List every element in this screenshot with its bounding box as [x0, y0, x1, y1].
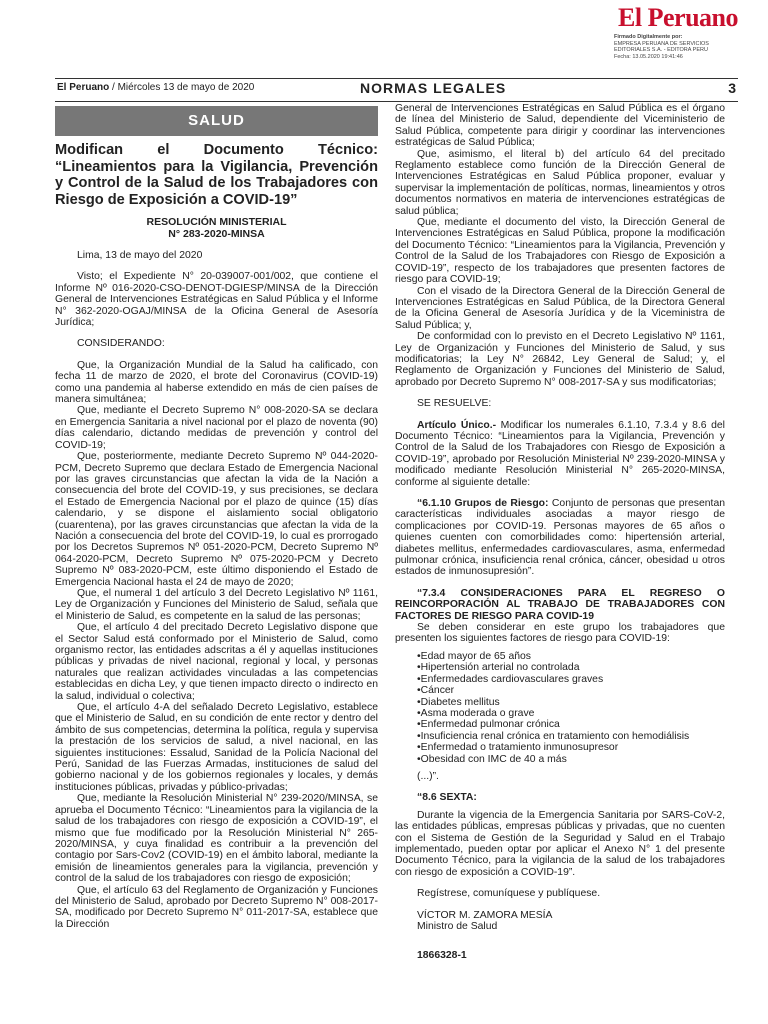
list-item: • Insuficiencia renal crónica en tratamiento con hemodiálisis	[417, 731, 725, 742]
signer-name: VÍCTOR M. ZAMORA MESÍA	[417, 909, 553, 921]
signature-line-2: EMPRESA PERUANA DE SERVICIOS	[614, 40, 709, 47]
paragraph: Que, mediante la Resolución Ministerial N° 239-2020/MINSA, se aprueba el Documento Técnico: “Lineamientos para la vigilancia de la salud de los trabajadores con riesgo de exposición a COVID-19”, el mismo que fue modificado por la Resolución Ministerial N° 265-2020/MINSA, y cuya finalidad es contribuir a la prevención del contagio por Sars-Cov2 (COVID-19) en el ámbito laboral, mediante la emisión de lineamientos generales para la vigilancia, prevención y control de la salud de los trabajadores con riesgo de exposición;	[55, 793, 378, 885]
header-brand: El Peruano	[57, 82, 110, 93]
list-item: • Edad mayor de 65 años	[417, 651, 725, 662]
column-left	[55, 106, 378, 930]
paragraph: Que, el artículo 63 del Reglamento de Organización y Funciones del Ministerio de Salud, aprobado por Decreto Supremo N° 008-2017-SA, modificado por Decreto Supremo N° 011-2017-SA, establece que la Dirección	[55, 884, 378, 930]
section-7-3-4-heading: “7.3.4 CONSIDERACIONES PARA EL REGRESO O REINCORPORACIÓN AL TRABAJO DE TRABAJADORES CON FACTORES DE RIESGO PARA COVID-19	[395, 587, 725, 622]
list-item: • Asma moderada o grave	[417, 708, 725, 719]
el-peruano-logo: El Peruano	[618, 3, 738, 32]
considerando-label: CONSIDERANDO:	[77, 338, 165, 350]
paragraph: De conformidad con lo previsto en el Decreto Legislativo Nº 1161, Ley de Organización y Funciones del Ministerio de Salud, y sus modificatorias; la Ley N° 26842, Ley General de Salud; y, el Reglamento de Organización y Funciones del Ministerio de Salud, aprobado por Decreto Supremo N° 008-2017-SA y sus modificatorias;	[395, 331, 725, 388]
resolution-number: N° 283-2020-MINSA	[168, 228, 265, 240]
paragraph: Que, la Organización Mundial de la Salud ha calificado, con fecha 11 de marzo de 2020, el brote del Coronavirus (COVID-19) como una pandemia al haberse extendido en más de cien países de manera simultánea;	[55, 359, 378, 406]
resolution-line-1: RESOLUCIÓN MINISTERIAL	[146, 216, 287, 228]
section-6-1-10-text: Conjunto de personas que presentan características individuales asociadas a mayor riesgo de complicaciones por COVID-19. Personas mayores de 65 años o quienes cuenten con comorbilidades como: hipertensión arterial, diabetes mellitus, enfermedades cardiovasculares, asma, enfermedad pulmonar crónica, insuficiencia renal crónica, cáncer, obesidad u otros estados de inmunosupresión”.	[395, 498, 725, 578]
list-item: • Obesidad con IMC de 40 a más	[417, 754, 725, 765]
header-section-title: NORMAS LEGALES	[360, 80, 507, 96]
se-resuelve-label: SE RESUELVE:	[417, 398, 492, 410]
signature-line-3: EDITORIALES S.A. - EDITORA PERU	[614, 47, 708, 53]
ellipsis: (...)”.	[417, 770, 439, 782]
page-number: 3	[728, 80, 736, 96]
risk-factor-list	[395, 651, 725, 765]
article-text: Modificar los numerales 6.1.10, 7.3.4 y 8.6 del Documento Técnico: “Lineamientos para la Vigilancia, Prevención y Control de la Salud de los Trabajadores con Riesgo de Exposición a COVID-19”, aprobado por Resolución Ministerial Nº 239-2020-MINSA y modificado mediante Resolución Ministerial N° 265-2020-MINSA, conforme al siguiente detalle:	[395, 419, 725, 488]
list-item: • Hipertensión arterial no controlada	[417, 662, 725, 673]
list-item: • Cáncer	[417, 685, 725, 696]
header-left	[57, 82, 254, 93]
section-7-3-4-text: Se deben considerar en este grupo los trabajadores que presenten los siguientes factores de riesgo para COVID-19:	[395, 622, 725, 645]
publication-code: 1866328-1	[417, 950, 467, 962]
paragraph-continued: General de Intervenciones Estratégicas en Salud Pública es el órgano de línea del Ministerio de Salud, dependiente del Viceministerio de Salud Pública, competente para dirigir y coordinar las intervenciones estratégicas de Salud Pública;	[395, 103, 725, 149]
section-8-6-heading: “8.6 SEXTA:	[417, 792, 477, 804]
paragraph: Que, mediante el Decreto Supremo N° 008-2020-SA se declara en Emergencia Sanitaria a nivel nacional por el plazo de noventa (90) días calendario, dictando medidas de prevención y control del COVID-19;	[55, 405, 378, 451]
closing-line: Regístrese, comuníquese y publíquese.	[417, 888, 601, 900]
list-item: • Enfermedad pulmonar crónica	[417, 719, 725, 730]
resolution-heading	[55, 216, 378, 240]
section-6-1-10-label: “6.1.10 Grupos de Riesgo:	[417, 498, 549, 509]
section-banner: SALUD	[55, 106, 378, 136]
signature-line-4: Fecha: 13.05.2020 19:41:46	[614, 53, 683, 60]
article-paragraph	[395, 420, 725, 488]
paragraph: Con el visado de la Directora General de la Dirección General de Intervenciones Estratégicas en Salud Pública, de la Directora General de la Oficina General de Asesoría Jurídica y de la Viceministra de Salud Pública; y,	[395, 285, 725, 331]
signer-role: Ministro de Salud	[417, 921, 498, 932]
date-line: Lima, 13 de mayo del 2020	[77, 250, 203, 261]
article-label: Artículo Único.-	[417, 419, 497, 431]
document-title: Modifican el Documento Técnico: “Lineamientos para la Vigilancia, Prevención y Control de la Salud de los Trabajadores con Riesgo de Exposición a COVID-19”	[55, 142, 378, 208]
header-date: / Miércoles 13 de mayo de 2020	[109, 82, 255, 93]
paragraph: Que, asimismo, el literal b) del artículo 64 del precitado Reglamento establece como función de la Dirección General de Intervenciones Estratégicas en Salud Pública proponer, evaluar y supervisar la implementación de políticas, normas, lineamientos y otros documentos normativos en materia de intervenciones estratégicas de salud pública;	[395, 148, 725, 217]
signature-line-1: Firmado Digitalmente por:	[614, 34, 683, 40]
paragraph: Que, el artículo 4 del precitado Decreto Legislativo dispone que el Sector Salud está conformado por el Ministerio de Salud, como organismo rector, las entidades adscritas a él y aquellas instituciones públicas y privadas de nivel nacional, regional y local, y personas naturales que realizan actividades vinculadas a las competencias establecidas en dicha Ley, y que tienen impacto directo o indirecto en la salud, individual o colectiva;	[55, 622, 378, 702]
paragraph: Que, posteriormente, mediante Decreto Supremo Nº 044-2020-PCM, Decreto Supremo que declara Estado de Emergencia Nacional por las graves circunstancias que afectan la vida de la Nación a consecuencia del brote del COVID-19, y sus precisiones, se declara el Estado de Emergencia Nacional por el plazo de quince (15) días calendario, y se dispone el aislamiento social obligatorio (cuarentena), por las graves circunstancias que afectan la vida de la Nación a consecuencia del brote del COVID-19, lo cual es prorrogado por los Decretos Supremos Nº 051-2020-PCM, Decreto Supremo Nº 064-2020-PCM, Decreto Supremo Nº 075-2020-PCM y Decreto Supremo Nº 083-2020-PCM, este último disponiendo el Estado de Emergencia Nacional hasta el 24 de mayo de 2020;	[55, 451, 378, 588]
paragraph: Que, el numeral 1 del artículo 3 del Decreto Legislativo Nº 1161, Ley de Organización y Funciones del Ministerio de Salud, señala que el Ministerio de Salud, es competente en la salud de las personas;	[55, 587, 378, 622]
list-item: • Enfermedad o tratamiento inmunosupresor	[417, 742, 725, 753]
page-header	[55, 78, 738, 102]
list-item: • Enfermedades cardiovasculares graves	[417, 674, 725, 685]
digital-signature-block	[614, 34, 744, 60]
list-item: • Diabetes mellitus	[417, 697, 725, 708]
visto-paragraph: Visto; el Expediente N° 20-039007-001/002, que contiene el Informe Nº 016-2020-CSO-DENOT-DGIESP/MINSA de la Dirección General de Intervenciones Estratégicas en Salud Pública y el Informe N° 362-2020-OGAJ/MINSA de la Oficina General de Asesoría Jurídica;	[55, 271, 378, 329]
paragraph: Que, el artículo 4-A del señalado Decreto Legislativo, establece que el Ministerio de Salud, en su condición de ente rector y dentro del ámbito de sus competencias, determina la política, regula y supervisa la prestación de los servicios de salud, a nivel nacional, en las siguientes instituciones: Essalud, Sanidad de la Policía Nacional del Perú, Sanidad de las Fuerzas Armadas, instituciones de salud del gobierno nacional y de los gobiernos regionales y locales, y demás instituciones públicas, privadas y público-privadas;	[55, 702, 378, 793]
brand-logo-area	[618, 4, 738, 32]
section-6-1-10	[395, 498, 725, 578]
section-8-6-text: Durante la vigencia de la Emergencia Sanitaria por SARS-CoV-2, las entidades públicas, empresas públicas y privadas, que no cuenten con el Sistema de Gestión de la Seguridad y Salud en el Trabajo implementado, pueden optar por aplicar el Anexo N° 1 del presente Documento Técnico, para la vigilancia de la salud de los trabajadores con riesgo de exposición a COVID-19”.	[395, 809, 725, 878]
column-right	[395, 103, 725, 962]
paragraph: Que, mediante el documento del visto, la Dirección General de Intervenciones Estratégicas en Salud Pública, propone la modificación del Documento Técnico: “Lineamientos para la Vigilancia, Prevención y Control de la Salud de los Trabajadores con Riesgo de Exposición a COVID-19”, respecto de los trabajadores que presenten factores de riesgo para COVID-19;	[395, 217, 725, 286]
